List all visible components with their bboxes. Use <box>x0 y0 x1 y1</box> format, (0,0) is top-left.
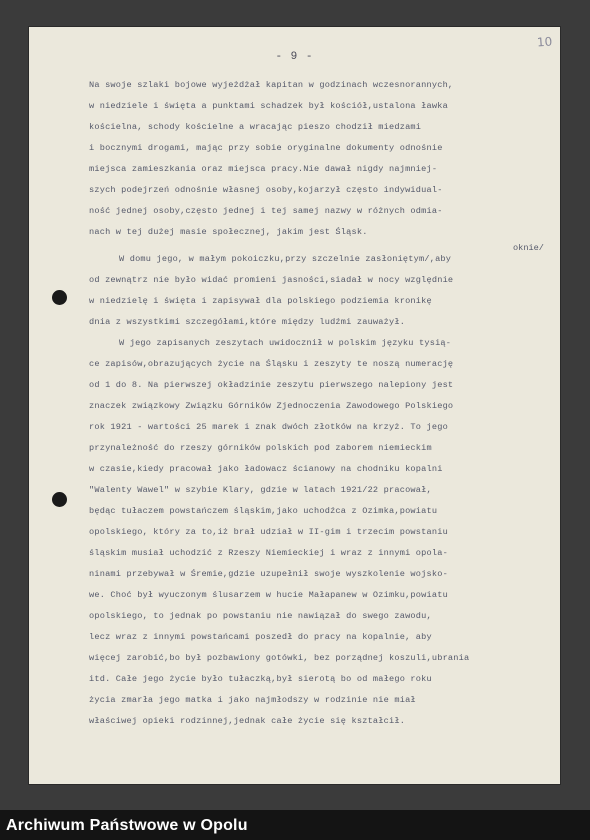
typed-line: itd. Całe jego życie było tułaczką,był sierotą bo od małego roku <box>89 674 432 684</box>
typed-line: będąc tułaczem powstańczem śląskim,jako uchodźca z Ozimka,powiatu <box>89 506 438 516</box>
typed-line: opolskiego, który za to,iż brał udział w II-gim i trzecim powstaniu <box>89 527 448 537</box>
typed-line: W domu jego, w małym pokoiczku,przy szczelnie zasłoniętym/,aby <box>119 254 452 264</box>
typed-line: właściwej opieki rodzinnej,jednak całe życie się kształcił. <box>89 716 406 726</box>
typed-line: ność jednej osoby,często jednej i tej samej nazwy w różnych odmia- <box>89 206 443 216</box>
typed-line: kościelna, schody kościelne a wracając pieszo chodził miedzami <box>89 122 422 132</box>
typed-line: W jego zapisanych zeszytach uwidocznił w polskim języku tysią- <box>119 338 452 348</box>
typed-line: przynależność do rzeszy górników polskich pod zaborem niemieckim <box>89 443 432 453</box>
typed-line: w niedziele i święta a punktami schadzek był kościół,ustalona ławka <box>89 101 448 111</box>
typed-line: miejsca zamieszkania oraz miejsca pracy.Nie dawał nigdy najmniej- <box>89 164 438 174</box>
punch-hole-bottom <box>52 492 67 507</box>
typed-line: w czasie,kiedy pracował jako ładowacz ścianowy na chodniku kopalni <box>89 464 443 474</box>
document-page <box>29 27 560 784</box>
typed-line: nach w tej dużej masie społecznej, jakim jest Śląsk. <box>89 227 368 237</box>
typed-line: śląskim musiał uchodzić z Rzeszy Niemieckiej i wraz z innymi opola- <box>89 548 448 558</box>
interlinear-note: oknie/ <box>513 243 544 253</box>
typed-line: rok 1921 - wartości 25 marek i znak dwóch złotków na krzyż. To jego <box>89 422 448 432</box>
typed-line: "Walenty Wawel" w szybie Klary, gdzie w latach 1921/22 pracował, <box>89 485 432 495</box>
typed-line: znaczek związkowy Związku Górników Zjednoczenia Zawodowego Polskiego <box>89 401 454 411</box>
typed-line: życia zmarła jego matka i jako najmłodszy w rodzinie nie miał <box>89 695 416 705</box>
folio-mark: 10 <box>536 34 553 50</box>
typed-line: dnia z wszystkimi szczegółami,które między ludźmi zauważył. <box>89 317 406 327</box>
punch-hole-top <box>52 290 67 305</box>
typed-line: ninami przebywał w Śremie,gdzie uzupełnił swoje wyszkolenie wojsko- <box>89 569 448 579</box>
typed-line: lecz wraz z innymi powstańcami poszedł do pracy na kopalnie, aby <box>89 632 432 642</box>
page-number: - 9 - <box>275 51 314 63</box>
typed-line: szych podejrzeń odnośnie własnej osoby,kojarzył często indywidual- <box>89 185 443 195</box>
typed-line: ce zapisów,obrazujących życie na Śląsku i zeszyty te noszą numerację <box>89 359 454 369</box>
typed-line: w niedzielę i święta i zapisywał dla polskiego podziemia kronikę <box>89 296 432 306</box>
typed-line: Na swoje szlaki bojowe wyjeżdżał kapitan w godzinach wczesnorannych, <box>89 80 454 90</box>
typed-line: więcej zarobić,bo był pozbawiony gotówki, bez porządnej koszuli,ubrania <box>89 653 470 663</box>
typed-line: od 1 do 8. Na pierwszej okładzinie zeszytu pierwszego nalepiony jest <box>89 380 454 390</box>
typed-line: we. Choć był wyuczonym ślusarzem w hucie Małapanew w Ozimku,powiatu <box>89 590 448 600</box>
typed-line: opolskiego, to jednak po powstaniu nie nawiązał do swego zawodu, <box>89 611 432 621</box>
typed-line: i bocznymi drogami, mając przy sobie oryginalne dokumenty odnośnie <box>89 143 443 153</box>
archive-name: Archiwum Państwowe w Opolu <box>6 817 248 834</box>
typed-text-body <box>29 27 560 784</box>
archive-footer <box>0 810 590 840</box>
typed-line: od zewnątrz nie było widać promieni jasności,siadał w nocy względnie <box>89 275 454 285</box>
